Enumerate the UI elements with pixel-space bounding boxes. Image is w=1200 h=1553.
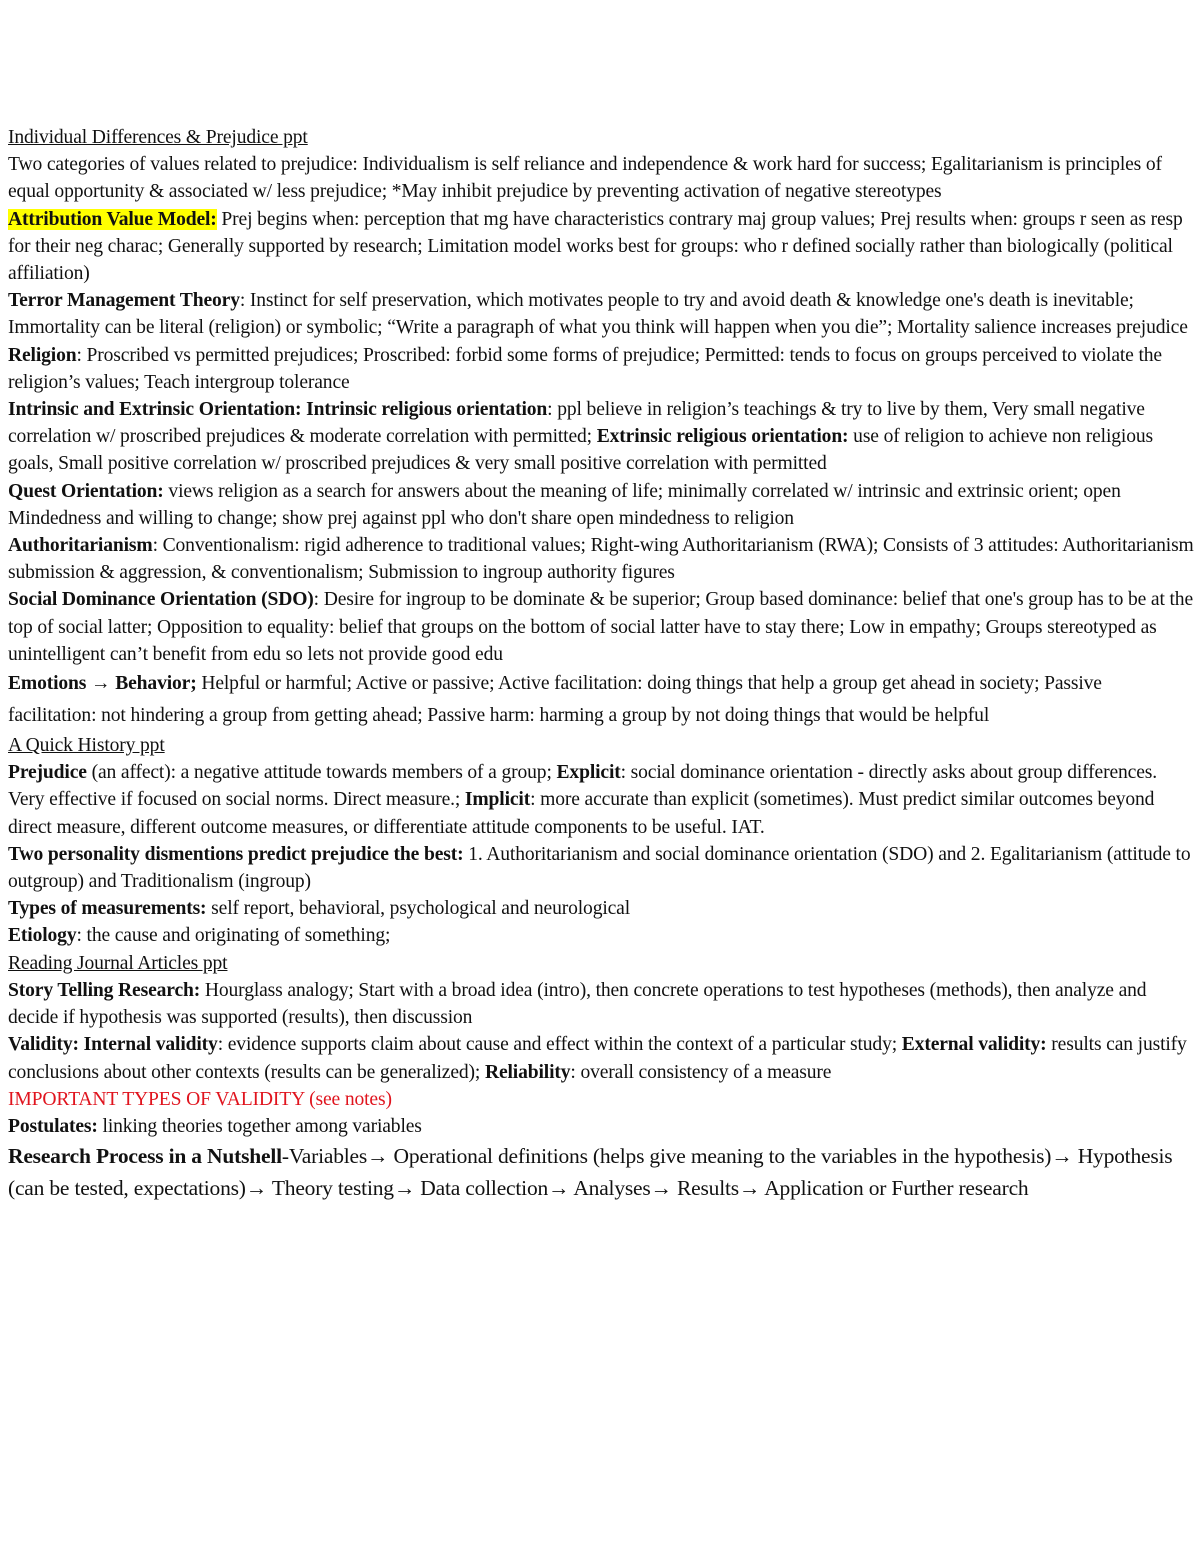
section-title-text: A Quick History ppt (8, 735, 165, 757)
paragraph-text: : evidence supports claim about cause and effect within the context of a particular study; (217, 1034, 902, 1056)
paragraph-text: : Proscribed vs permitted prejudices; Proscribed: forbid some forms of prejudice; Permitted: tends to focus on groups perceived to violate the religion’s values; Teach intergroup tolerance (8, 344, 1162, 393)
paragraph-text: (an affect): a negative attitude towards members of a group; (86, 762, 557, 784)
paragraph-important-types (8, 1086, 1194, 1113)
paragraph-emotions-behavior (8, 668, 1194, 732)
term-label: Validity: Internal validity (8, 1034, 218, 1056)
term-label: Story Telling Research: (8, 979, 201, 1001)
paragraph-social-dominance (8, 586, 1194, 668)
term-label: Implicit (464, 789, 531, 811)
paragraph-text: Prej begins when: perception that mg have characteristics contrary maj group values; Prej results when: groups r seen as resp for their neg charac; Generally supported by research; Limitation model works best for groups: who r defined socially rather than biologically (political affiliation) (8, 208, 1183, 285)
term-label: Etiology (8, 925, 77, 947)
term-label: Intrinsic and Extrinsic Orientation: Intrinsic religious orientation (8, 399, 548, 421)
paragraph-text: : Desire for ingroup to be dominate & be superior; Group based dominance: belief that one's group has to be at the top of social latter; Opposition to equality: belief that groups on the bottom of social latter have to stay there; Low in empathy; Groups stereotyped as unintelligent can’t benefit from edu so lets not provide good edu (8, 589, 1194, 665)
paragraph-values (8, 151, 1194, 205)
term-label: Terror Management Theory (8, 290, 240, 312)
paragraph-text: : social dominance orientation - directly asks about group differences. Very effective if focused on social norms. Direct measure.; (8, 762, 1157, 811)
term-label: External validity: (901, 1034, 1047, 1056)
section-title-text: Reading Journal Articles ppt (8, 952, 228, 974)
paragraph-intrinsic-extrinsic (8, 396, 1194, 478)
paragraph-quest-orientation (8, 478, 1194, 532)
paragraph-terror-management (8, 287, 1194, 341)
term-label: Religion (8, 344, 77, 366)
section-title-individual-differences (8, 124, 1194, 151)
document-body (8, 124, 1194, 1204)
paragraph-attribution-value-model (8, 206, 1194, 288)
paragraph-research-process (8, 1140, 1194, 1204)
important-note: IMPORTANT TYPES OF VALIDITY (see notes) (8, 1088, 392, 1110)
paragraph-text: : more accurate than explicit (sometimes). Must predict similar outcomes beyond direct measure, different outcome measures, or differentiate attitude components to be useful. IAT. (8, 789, 1155, 838)
paragraph-postulates (8, 1113, 1194, 1140)
section-title-text: Individual Differences & Prejudice ppt (8, 127, 308, 148)
paragraph-two-personality (8, 841, 1194, 895)
term-label: Explicit (556, 762, 621, 784)
paragraph-text: self report, behavioral, psychological and neurological (206, 898, 631, 920)
paragraph-prejudice (8, 759, 1194, 841)
section-title-reading-journal (8, 950, 1194, 977)
paragraph-text: Two categories of values related to prejudice: Individualism is self reliance and independence & work hard for success; Egalitarianism is principles of equal opportunity & associated w/ less prejudice; *May inhibit prejudice by preventing activation of negative stereotypes (8, 154, 1162, 203)
paragraph-text: -Variables→ Operational definitions (helps give meaning to the variables in the hypothesis)→ Hypothesis (can be tested, expectations)→ Theory testing→ Data collection→ Analyses→ Results→ Application or Further research (8, 1144, 1173, 1201)
paragraph-text: : the cause and originating of something; (76, 925, 391, 947)
highlighted-term: Attribution Value Model: (8, 208, 217, 230)
paragraph-text: Hourglass analogy; Start with a broad idea (intro), then concrete operations to test hypotheses (methods), then analyze and decide if hypothesis was supported (results), then discussion (8, 979, 1147, 1029)
paragraph-text: views religion as a search for answers about the meaning of life; minimally correlated w/ intrinsic and extrinsic orient; open Mindedness and willing to change; show prej against ppl who don't share open mindedness to religion (8, 480, 1121, 529)
paragraph-authoritarianism (8, 532, 1194, 586)
paragraph-text: 1. Authoritarianism and social dominance orientation (SDO) and 2. Egalitarianism (attitude to outgroup) and Traditionalism (ingroup) (8, 843, 1191, 893)
paragraph-text: Helpful or harmful; Active or passive; Active facilitation: doing things that help a group get ahead in society; Passive facilitation: not hindering a group from getting ahead; Passive harm: harming a group by not doing things that would be helpful (8, 673, 1102, 727)
paragraph-text: linking theories together among variables (97, 1115, 422, 1137)
term-label: Prejudice (8, 762, 87, 784)
paragraph-validity (8, 1031, 1194, 1085)
paragraph-types-of-measurements (8, 895, 1194, 922)
paragraph-text: : Conventionalism: rigid adherence to traditional values; Right-wing Authoritarianism (RWA); Consists of 3 attitudes: Authoritarianism submission & aggression, & conventionalism; Submission to ingroup authority figures (8, 535, 1194, 584)
term-label: Research Process in a Nutshell (8, 1144, 282, 1169)
term-label: Authoritarianism (8, 535, 153, 557)
paragraph-etiology (8, 922, 1194, 949)
term-label: Reliability (484, 1061, 571, 1083)
term-label: Types of measurements: (8, 898, 207, 920)
term-label: Extrinsic religious orientation: (596, 426, 849, 448)
paragraph-text: : ppl believe in religion’s teachings & try to live by them, Very small negative correlation w/ proscribed prejudices & moderate correlation with permitted; (8, 399, 1145, 448)
paragraph-religion (8, 342, 1194, 396)
paragraph-text: results can justify conclusions about other contexts (results can be generalized); (8, 1034, 1187, 1083)
term-label: Two personality dismentions predict prejudice the best: (8, 843, 464, 865)
paragraph-text: : Instinct for self preservation, which motivates people to try and avoid death & knowledge one's death is inevitable; Immortality can be literal (religion) or symbolic; “Write a paragraph of what you think will happen when you die”; Mortality salience increases prejudice (8, 290, 1188, 339)
paragraph-text: use of religion to achieve non religious goals, Small positive correlation w/ proscribed prejudices & very small positive correlation with permitted (8, 426, 1153, 475)
term-label: Social Dominance Orientation (SDO) (8, 589, 314, 611)
paragraph-story-telling (8, 977, 1194, 1031)
section-title-quick-history (8, 732, 1194, 759)
term-label: Postulates: (8, 1115, 98, 1137)
term-label: Quest Orientation: (8, 480, 164, 502)
paragraph-text: : overall consistency of a measure (570, 1061, 832, 1083)
term-label: Emotions → Behavior; (8, 673, 197, 695)
